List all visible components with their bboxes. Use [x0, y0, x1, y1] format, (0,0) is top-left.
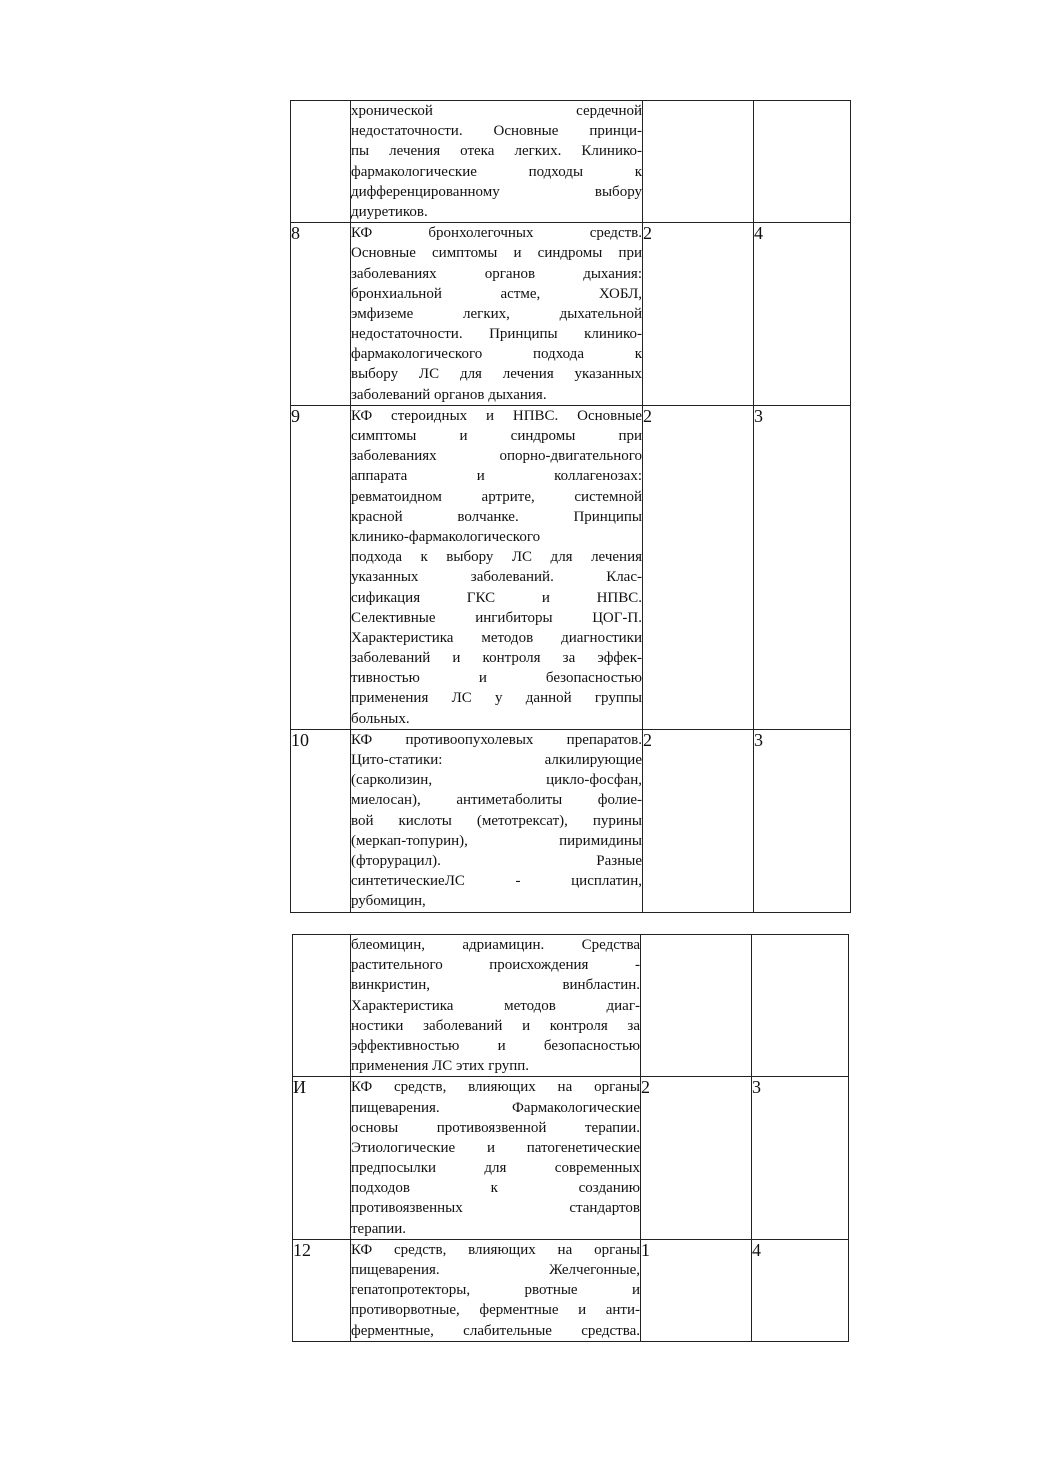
table-row — [293, 935, 849, 1077]
hours-lectures: 2 — [641, 1077, 752, 1240]
table-row — [291, 729, 851, 912]
lesson-number — [291, 101, 351, 223]
hours-practice: 4 — [752, 1239, 849, 1341]
lesson-number: И — [293, 1077, 351, 1240]
hours-lectures — [641, 935, 752, 1077]
hours-practice: 3 — [752, 1077, 849, 1240]
curriculum-table-part-1 — [290, 100, 851, 913]
table-row — [291, 223, 851, 406]
hours-practice — [752, 935, 849, 1077]
curriculum-table-part-2 — [292, 934, 849, 1342]
lesson-number: 12 — [293, 1239, 351, 1341]
hours-lectures: 1 — [641, 1239, 752, 1341]
table-row — [293, 1077, 849, 1240]
table-row — [291, 101, 851, 223]
lesson-topic: КФ средств, влияющих на органы пищеварения. Фармакологические основы противоязвенной терапии. Этиологические и патогенетические предпосылки для современных подходов к созданию противоязвенных стандартов терапии. — [351, 1077, 641, 1240]
hours-practice — [754, 101, 851, 223]
hours-lectures — [643, 101, 754, 223]
lesson-topic: КФ противоопухолевых препаратов. Цито-статики: алкилирующие (сарколизин, цикло-фосфан, миелосан), антиметаболиты фолие- вой кислоты (метотрексат), пурины (меркап-топурин), пиримидины (фторурацил). Разные синтетическиеЛС - цисплатин, рубомицин, — [351, 729, 643, 912]
lesson-number — [293, 935, 351, 1077]
lesson-topic: КФ стероидных и НПВС. Основные симптомы и синдромы при заболеваниях опорно-двигательного аппарата и коллагенозах: ревматоидном артрите, системной красной волчанке. Принципы клинико-фармакологического подхода к выбору ЛС для лечения указанных заболеваний. Клас- сификация ГКС и НПВС. Селективные ингибиторы ЦОГ-П. Характеристика методов диагностики заболеваний и контроля за эффек- тивностью и безопасностью применения ЛС у данной группы больных. — [351, 405, 643, 729]
hours-practice: 3 — [754, 405, 851, 729]
lesson-topic: КФ бронхолегочных средств. Основные симптомы и синдромы при заболеваниях органов дыхания: бронхиальной астме, ХОБЛ, эмфиземе легких, дыхательной недостаточности. Принципы клинико- фармакологического подхода к выбору ЛС для лечения указанных заболеваний органов дыхания. — [351, 223, 643, 406]
hours-practice: 4 — [754, 223, 851, 406]
lesson-topic: блеомицин, адриамицин. Средства растительного происхождения - винкристин, винбластин. Характеристика методов диаг- ностики заболеваний и контроля за эффективностью и безопасностью применения ЛС этих групп. — [351, 935, 641, 1077]
lesson-number: 8 — [291, 223, 351, 406]
hours-lectures: 2 — [643, 729, 754, 912]
hours-lectures: 2 — [643, 223, 754, 406]
hours-practice: 3 — [754, 729, 851, 912]
table-row — [291, 405, 851, 729]
hours-lectures: 2 — [643, 405, 754, 729]
table-row — [293, 1239, 849, 1341]
lesson-topic: КФ средств, влияющих на органы пищеварения. Желчегонные, гепатопротекторы, рвотные и противорвотные, ферментные и анти- ферментные, слабительные средства. — [351, 1239, 641, 1341]
lesson-topic: хронической сердечной недостаточности. Основные принци- пы лечения отека легких. Клинико- фармакологические подходы к дифференцированному выбору диуретиков. — [351, 101, 643, 223]
lesson-number: 10 — [291, 729, 351, 912]
lesson-number: 9 — [291, 405, 351, 729]
